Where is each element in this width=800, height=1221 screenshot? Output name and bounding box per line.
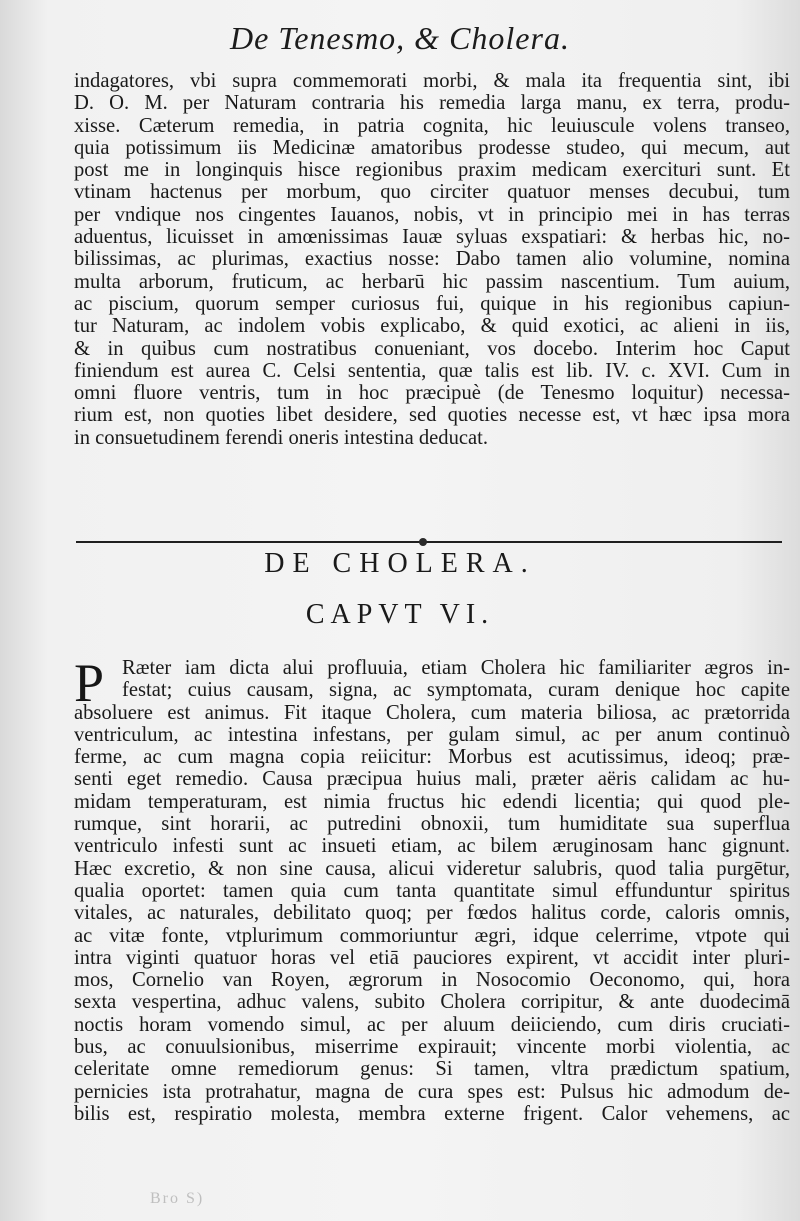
text-line: tur Naturam, ac indolem vobis explicabo, & quid exotici, ac alieni in iis, [74,315,790,338]
text-line: mos, Cornelio van Royen, ægrorum in Nosocomio Oeconomo, qui, hora [74,969,790,992]
top-paragraph [74,70,790,449]
text-line: D. O. M. per Naturam contraria his remedia larga manu, ex terra, produ- [74,92,790,115]
text-line: ac piscium, quorum semper curiosus fui, quique in his regionibus capiun- [74,292,790,315]
catchword: Bro S) [150,1190,205,1207]
text-line: festat; cuius causam, signa, ac symptomata, curam denique hoc capite [122,679,790,702]
text-line: vtinam hactenus per morbum, quo circiter quatuor menses decubui, tum [74,181,790,204]
text-line: finiendum est aurea C. Celsi sententia, quæ talis est lib. IV. c. XVI. Cum in [74,359,790,382]
running-head: De Tenesmo, & Cholera. [230,20,570,56]
text-line: per vndique nos cingentes Iauanos, nobis, vt in principio mei in has terras [74,203,790,226]
chapter-title: CAPVT VI. [305,599,495,630]
section-title: DE CHOLERA. [264,548,536,579]
text-line: celeritate omne remediorum genus: Si tamen, vltra prædictum spatium, [74,1058,790,1081]
text-line: vitales, ac naturales, debilitato quoq; per fœdos halitus corde, caloris omnis, [74,902,790,925]
text-line: absoluere est animus. Fit itaque Cholera, cum materia biliosa, ac prætorrida [74,701,790,724]
text-line: bus, ac conuulsionibus, miserrime expirauit; vincente morbi violentia, ac [74,1036,790,1059]
text-line: post me in longinquis hisce regionibus praxim medicam exerciturі sunt. Et [74,159,790,182]
text-line: noctis horam vomendo simul, ac per aluum deiiciendo, cum diris cruciati- [74,1013,790,1036]
divider-ornament [419,538,427,546]
text-line: sexta vespertina, adhuc valens, subito Cholera corripitur, & ante duodecimā [74,991,790,1014]
drop-cap: P [74,653,105,713]
text-line: bilissimas, ac plurimas, exactius nosse: Dabo tamen alio volumine, nomina [74,248,790,271]
text-line: ac vitæ fonte, vtplurimum commoriuntur ægri, idque celerrime, vtpote qui [74,924,790,947]
text-line: ferme, ac cum magna copia reiicitur: Morbus est acutissimus, ideoq; præ- [74,746,790,769]
text-line: omni fluore ventris, tum in hoc præcipuè (de Tenesmo loquitur) necessa- [74,382,790,405]
chapter-body [74,653,790,1125]
text-line: quia potissimum iis Medicinæ amatoribus prodesse studeo, qui mecum, aut [74,136,790,159]
section-divider [76,541,782,543]
text-line: pernicies ista protrahatur, magna de cura spes est: Pulsus hic admodum de- [74,1080,790,1103]
text-line: Ræter iam dicta alui profluuia, etiam Cholera hic familiariter ægros in- [122,657,790,679]
text-line: midam temperaturam, est nimia fructus hic edendi licentia; qui quod ple- [74,790,790,813]
text-line: Hæc excretio, & non sine causa, alicui videretur salubris, quod talia purgētur, [74,857,790,880]
text-line: intra viginti quatuor horas vel etiā pauciores expirent, vt accidit inter pluri- [74,946,790,969]
text-line: ventriculo infesti sunt ac insueti etiam, ac bilem æruginosam hanc gignunt. [74,835,790,858]
text-line: aduentus, licuisset in amœnissimas Iauæ syluas exspatiari: & herbas hic, no- [74,226,790,249]
text-line: in consuetudinem ferendi oneris intestina deducat. [74,426,489,449]
text-line: rium est, non quoties libet desidere, sed quoties necesse est, vt hæc ipsa mora [74,404,790,427]
text-line: indagatores, vbi supra commemorati morbi, & mala ita frequentia sint, ibi [74,70,790,92]
text-line: rumque, sint horarii, ac putredini obnoxii, tum humiditate sua superflua [74,813,790,836]
text-line: bilis est, respiratio molesta, membra externe frigent. Calor vehemens, ac [74,1102,790,1125]
text-line: senti eget remedio. Causa præcipua huius mali, præter aëris calidam ac hu- [74,768,790,791]
text-line: xisse. Cæterum remedia, in patria cognita, hic leuiuscule volens transeo, [74,114,790,137]
text-line: & in quibus cum nostratibus conueniant, vos docebo. Interim hoc Caput [74,337,790,360]
text-line: ventriculum, ac intestina infestans, per gulam simul, ac per anum continuò [74,723,790,746]
text-line: qualia oportet: tamen quia cum tanta quantitate simul effunduntur spiritus [74,879,790,902]
text-line: multa arborum, fruticum, ac herbarū hic passim nascentium. Tum auium, [74,270,790,293]
